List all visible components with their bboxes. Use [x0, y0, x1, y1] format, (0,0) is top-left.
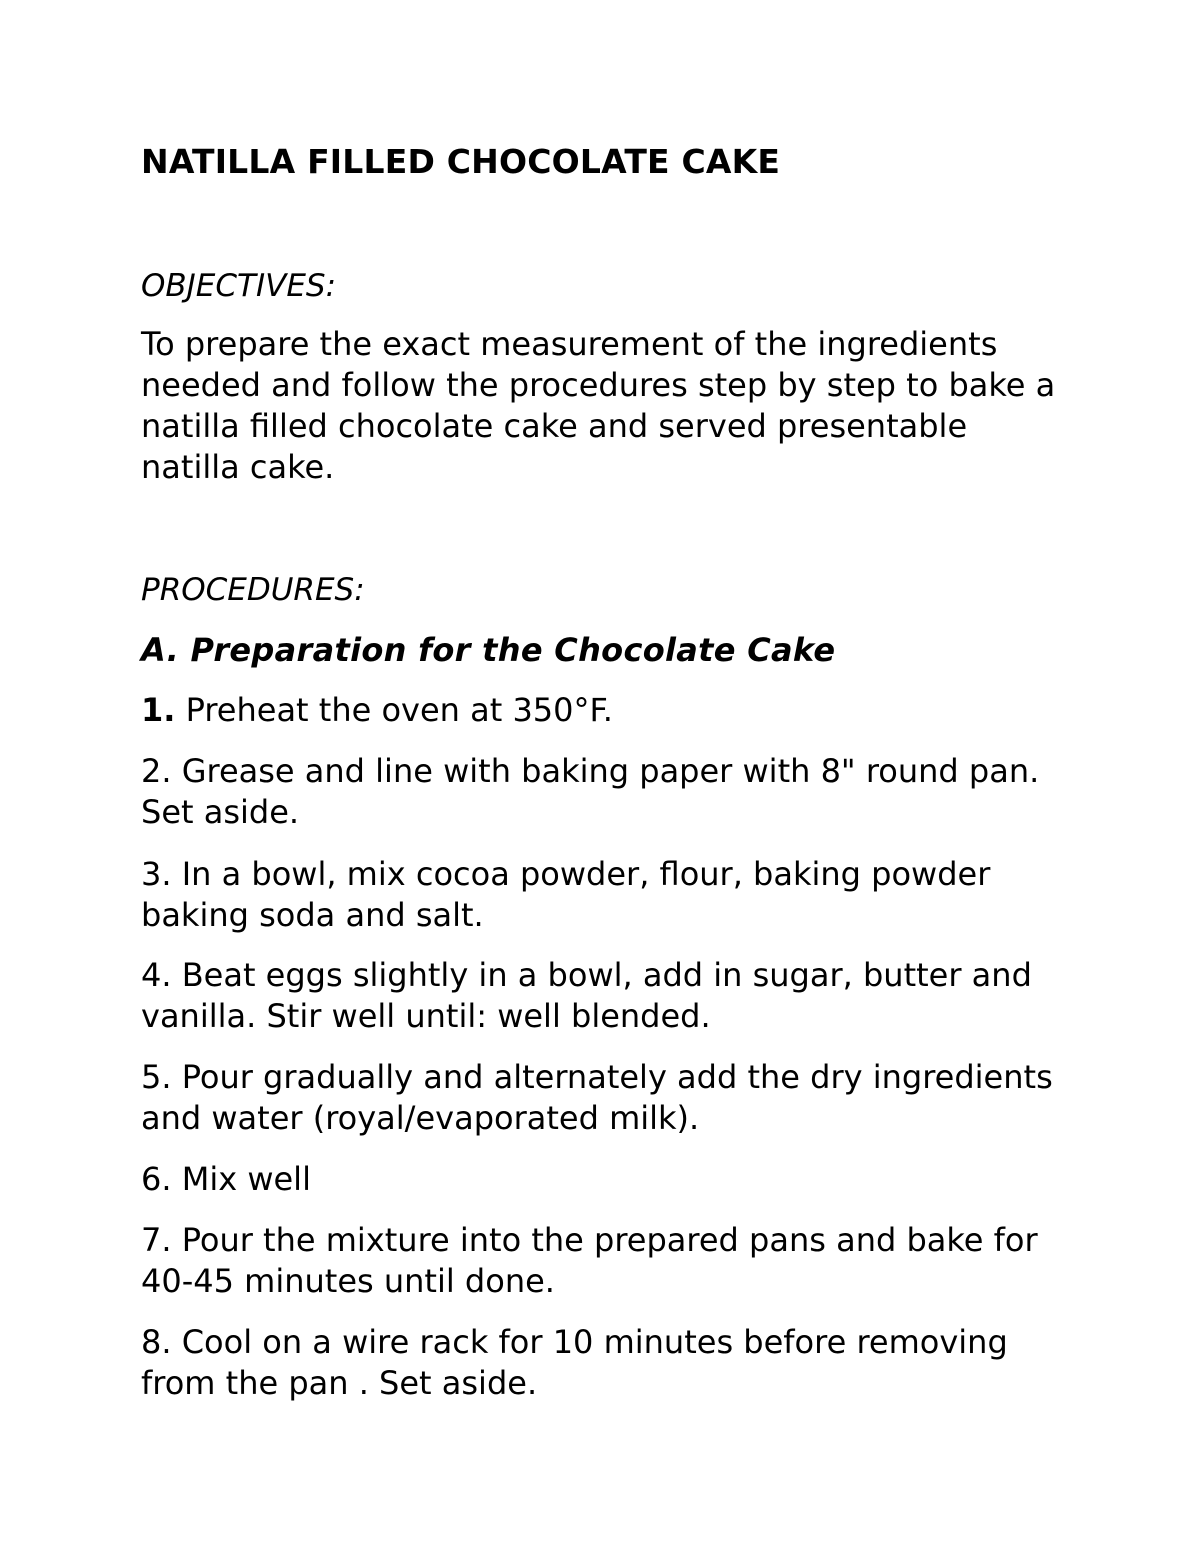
step-number: 1. [141, 691, 176, 729]
step-text: Beat eggs slightly in a bowl, add in sugar, butter and vanilla. Stir well until: well blended. [141, 956, 1032, 1035]
section-a-heading: A. Preparation for the Chocolate Cake [141, 631, 836, 669]
step-number: 8. [141, 1323, 172, 1361]
step-text: Pour gradually and alternately add the dry ingredients and water (royal/evaporated milk). [141, 1058, 1053, 1137]
step-text: Preheat the oven at 350°F. [175, 691, 613, 729]
step-number: 7. [141, 1221, 172, 1259]
step-text: In a bowl, mix cocoa powder, flour, baking powder baking soda and salt. [141, 855, 991, 934]
procedure-step [141, 751, 1071, 833]
step-number: 2. [141, 752, 172, 790]
procedure-step [141, 1220, 1071, 1302]
step-text: Cool on a wire rack for 10 minutes before removing from the pan . Set aside. [141, 1323, 1008, 1402]
step-number: 5. [141, 1058, 172, 1096]
page-title: NATILLA FILLED CHOCOLATE CAKE [141, 142, 781, 181]
step-text: Grease and line with baking paper with 8" round pan. Set aside. [141, 752, 1040, 831]
step-text: Mix well [171, 1160, 311, 1198]
step-number: 3. [141, 855, 172, 893]
procedure-step [141, 690, 1071, 731]
procedure-step [141, 854, 1071, 936]
procedure-step [141, 1322, 1071, 1404]
objectives-heading: OBJECTIVES: [141, 268, 337, 304]
step-number: 6. [141, 1160, 172, 1198]
step-text: Pour the mixture into the prepared pans and bake for 40-45 minutes until done. [141, 1221, 1038, 1300]
procedure-step [141, 955, 1071, 1037]
procedures-heading: PROCEDURES: [141, 572, 365, 608]
procedure-step [141, 1057, 1071, 1139]
procedure-step [141, 1159, 1071, 1200]
objectives-text: To prepare the exact measurement of the ingredients needed and follow the procedures step by step to bake a natilla filled chocolate cake and served presentable natilla cake. [141, 325, 1056, 486]
step-number: 4. [141, 956, 172, 994]
